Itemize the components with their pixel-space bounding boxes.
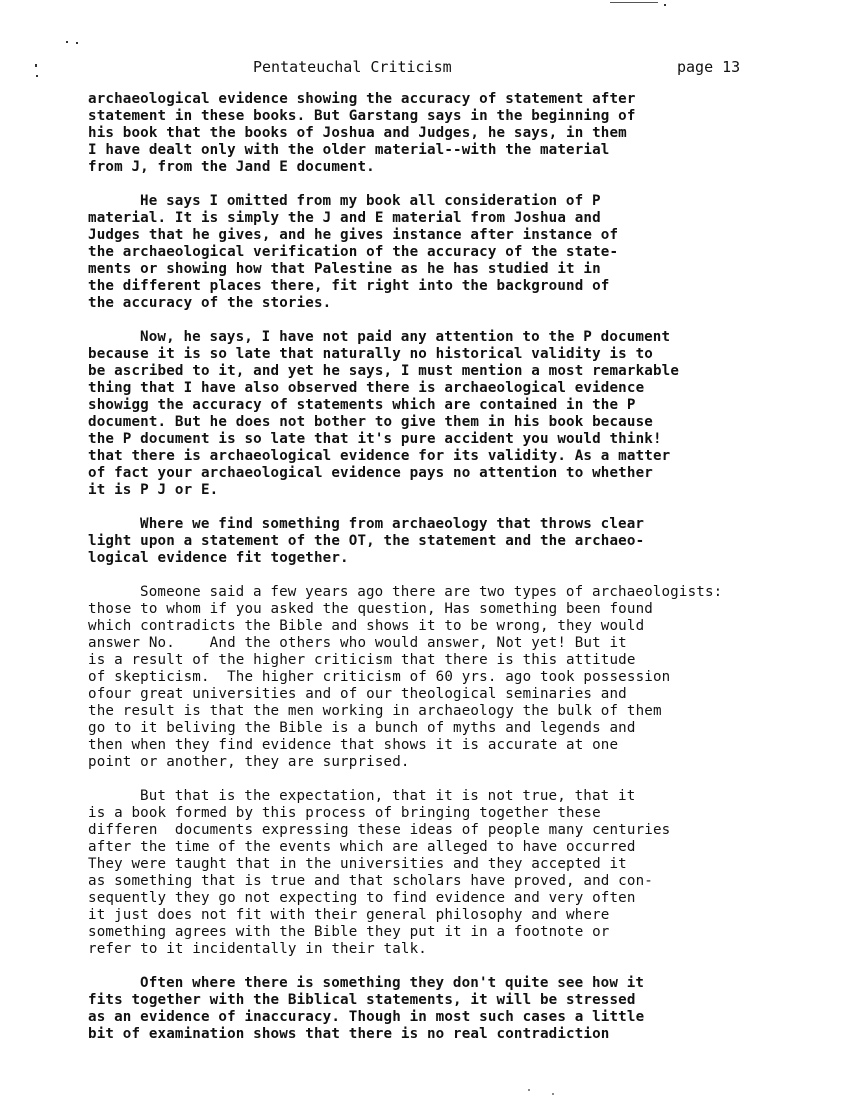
text-line: Judges that he gives, and he gives instance after instance of <box>88 227 619 243</box>
text-line: ments or showing how that Palestine as he has studied it in <box>88 261 601 277</box>
text-line: that there is archaeological evidence for its validity. As a matter <box>88 448 671 464</box>
text-line: something agrees with the Bible they put it in a footnote or <box>88 924 610 940</box>
text-line: ofour great universities and of our theological seminaries and <box>88 686 627 702</box>
text-line: the different places there, fit right into the background of <box>88 278 610 294</box>
text-line: be ascribed to it, and yet he says, I must mention a most remarkable <box>88 363 680 379</box>
text-line: as an evidence of inaccuracy. Though in most such cases a little <box>88 1009 645 1025</box>
text-line: But that is the expectation, that it is not true, that it <box>140 788 636 804</box>
scan-speck <box>552 1093 554 1095</box>
text-line: bit of examination shows that there is no real contradiction <box>88 1026 610 1042</box>
text-line: thing that I have also observed there is archaeological evidence <box>88 380 645 396</box>
scan-speck <box>66 41 68 43</box>
text-line: his book that the books of Joshua and Judges, he says, in them <box>88 125 627 141</box>
scan-speck <box>76 42 78 44</box>
text-line: archaeological evidence showing the accuracy of statement after <box>88 91 636 107</box>
text-line: then when they find evidence that shows it is accurate at one <box>88 737 619 753</box>
text-line: which contradicts the Bible and shows it to be wrong, they would <box>88 618 645 634</box>
text-line: differen documents expressing these ideas of people many centuries <box>88 822 671 838</box>
paragraph <box>88 516 848 567</box>
text-line: after the time of the events which are alleged to have occurred <box>88 839 636 855</box>
text-line: from J, from the Jand E document. <box>88 159 375 175</box>
scan-speck <box>528 1089 530 1091</box>
text-line: is a result of the higher criticism that there is this attitude <box>88 652 636 668</box>
scan-rule <box>610 2 658 3</box>
text-line: of skepticism. The higher criticism of 60 yrs. ago took possession <box>88 669 671 685</box>
document-body <box>88 91 848 1060</box>
text-line: fits together with the Biblical statements, it will be stressed <box>88 992 636 1008</box>
text-line: showigg the accuracy of statements which are contained in the P <box>88 397 636 413</box>
paragraph <box>88 329 848 499</box>
paragraph <box>88 193 848 312</box>
text-line: because it is so late that naturally no historical validity is to <box>88 346 653 362</box>
text-line: as something that is true and that scholars have proved, and con- <box>88 873 653 889</box>
text-line: those to whom if you asked the question, Has something been found <box>88 601 653 617</box>
text-line: refer to it incidentally in their talk. <box>88 941 427 957</box>
text-line: Often where there is something they don't quite see how it <box>140 975 645 991</box>
text-line: point or another, they are surprised. <box>88 754 410 770</box>
text-line: the P document is so late that it's pure accident you would think! <box>88 431 662 447</box>
text-line: the archaeological verification of the accuracy of the state- <box>88 244 619 260</box>
text-line: I have dealt only with the older material--with the material <box>88 142 610 158</box>
paragraph <box>88 584 848 771</box>
text-line: logical evidence fit together. <box>88 550 349 566</box>
text-line: statement in these books. But Garstang says in the beginning of <box>88 108 636 124</box>
text-line: Someone said a few years ago there are two types of archaeologists: <box>140 584 723 600</box>
text-line: answer No. And the others who would answer, Not yet! But it <box>88 635 627 651</box>
text-line: light upon a statement of the OT, the statement and the archaeo- <box>88 533 645 549</box>
text-line: the result is that the men working in archaeology the bulk of them <box>88 703 662 719</box>
text-line: it just does not fit with their general philosophy and where <box>88 907 610 923</box>
page-number: page 13 <box>677 58 741 76</box>
text-line: is a book formed by this process of bringing together these <box>88 805 601 821</box>
text-line: it is P J or E. <box>88 482 219 498</box>
text-line: go to it beliving the Bible is a bunch of myths and legends and <box>88 720 636 736</box>
text-line: of fact your archaeological evidence pays no attention to whether <box>88 465 653 481</box>
text-line: the accuracy of the stories. <box>88 295 332 311</box>
text-line: document. But he does not bother to give them in his book because <box>88 414 653 430</box>
text-line: Where we find something from archaeology that throws clear <box>140 516 645 532</box>
page-header <box>0 57 852 77</box>
text-line: They were taught that in the universities and they accepted it <box>88 856 627 872</box>
scan-speck <box>664 4 666 6</box>
text-line: Now, he says, I have not paid any attention to the P document <box>140 329 671 345</box>
paragraph <box>88 788 848 958</box>
paragraph <box>88 91 848 176</box>
text-line: sequently they go not expecting to find evidence and very often <box>88 890 636 906</box>
text-line: material. It is simply the J and E material from Joshua and <box>88 210 601 226</box>
page-title: Pentateuchal Criticism <box>253 58 452 76</box>
text-line: He says I omitted from my book all consideration of P <box>140 193 601 209</box>
paragraph <box>88 975 848 1043</box>
